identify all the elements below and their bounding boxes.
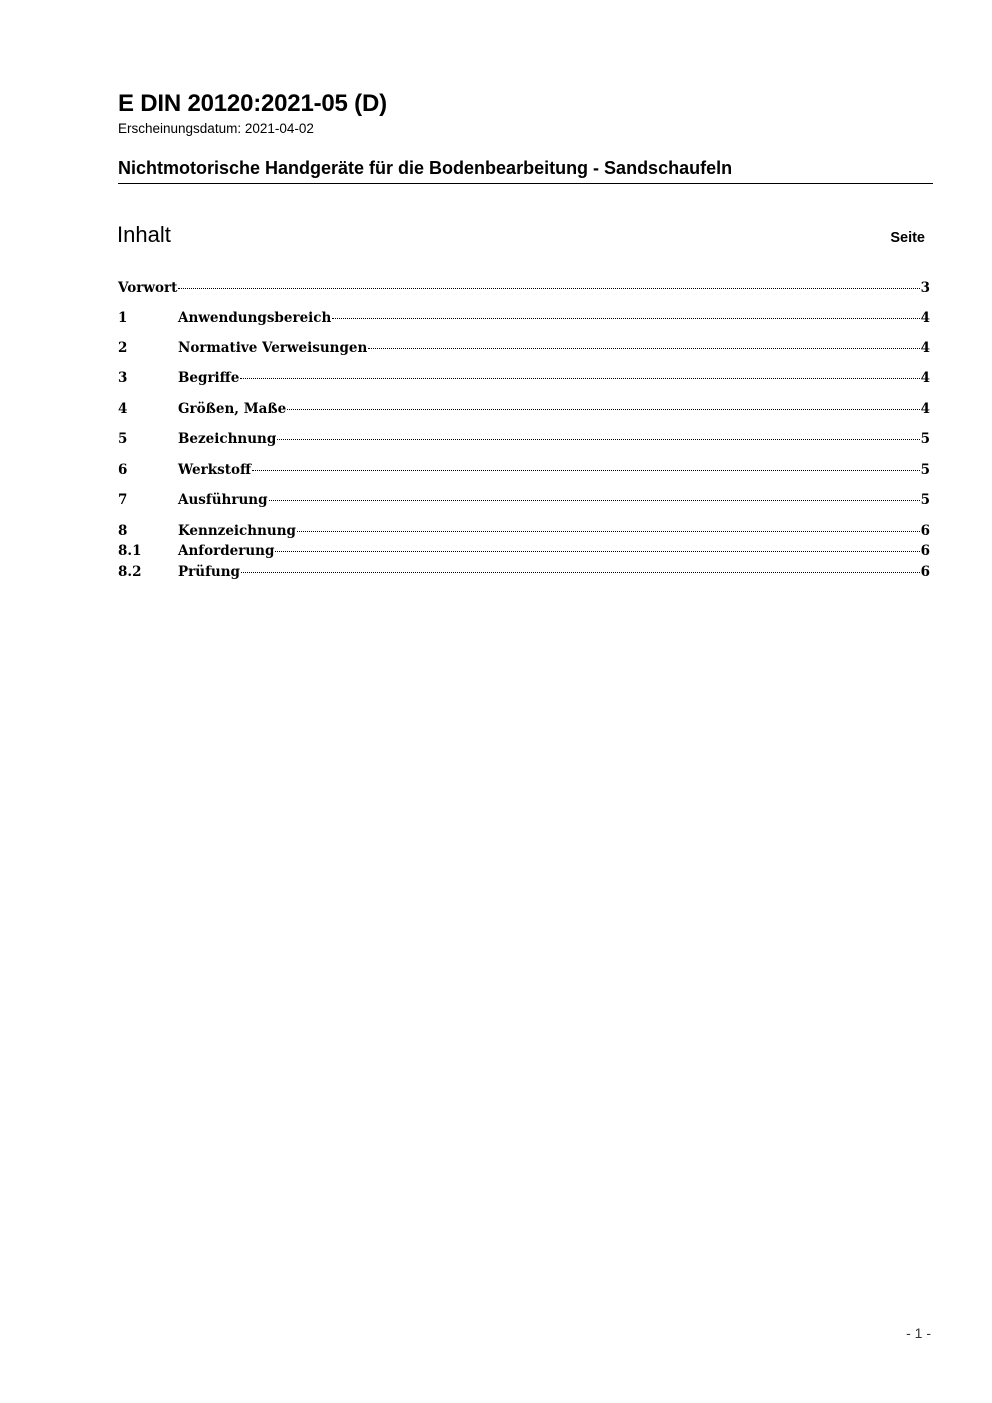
- toc-entry-page: 3: [920, 280, 930, 296]
- toc-entry-page: 4: [920, 310, 930, 326]
- document-title: Nichtmotorische Handgeräte für die Bodenbearbeitung - Sandschaufeln: [118, 158, 733, 178]
- toc-entry-page: 4: [920, 401, 930, 417]
- toc-entry-bezeichnung[interactable]: [118, 431, 930, 451]
- toc-entry-number: 8.1: [118, 543, 142, 559]
- toc-entry-number: 8.2: [118, 564, 142, 580]
- toc-heading: Inhalt: [117, 222, 171, 247]
- toc-entry-title: Ausführung: [178, 492, 268, 508]
- toc-entry-pruefung[interactable]: [118, 564, 930, 584]
- toc-entry-vorwort[interactable]: [118, 280, 930, 300]
- toc-entry-werkstoff[interactable]: [118, 462, 930, 482]
- toc-entry-anforderung[interactable]: [118, 543, 930, 563]
- toc-entry-number: 7: [118, 492, 128, 508]
- toc-entry-page: 5: [920, 431, 930, 447]
- toc-entry-ausfuehrung[interactable]: [118, 492, 930, 512]
- toc-entry-title: Vorwort: [118, 280, 178, 296]
- toc-entry-title: Anwendungsbereich: [178, 310, 332, 326]
- toc-entry-number: 5: [118, 431, 128, 447]
- toc-entry-title: Anforderung: [178, 543, 275, 559]
- document-id: E DIN 20120:2021-05 (D): [118, 90, 387, 117]
- toc-entry-page: 4: [920, 370, 930, 386]
- toc-entry-title: Prüfung: [178, 564, 240, 580]
- toc-entry-page: 5: [920, 492, 930, 508]
- toc-entry-title: Normative Verweisungen: [178, 340, 368, 356]
- toc-dot-leader: [275, 551, 919, 552]
- toc-entry-title: Kennzeichnung: [178, 523, 296, 539]
- toc-entry-page: 4: [920, 340, 930, 356]
- toc-entry-page: 5: [920, 462, 930, 478]
- toc-entry-number: 6: [118, 462, 128, 478]
- toc-entry-title: Größen, Maße: [178, 401, 287, 417]
- toc-entry-title: Begriffe: [178, 370, 240, 386]
- publication-date: Erscheinungsdatum: 2021-04-02: [118, 121, 314, 136]
- toc-entry-page: 6: [920, 523, 930, 539]
- toc-entry-page: 6: [920, 543, 930, 559]
- toc-entry-anwendungsbereich[interactable]: [118, 310, 930, 330]
- toc-entry-begriffe[interactable]: [118, 370, 930, 390]
- toc-dot-leader: [277, 439, 919, 440]
- toc-entry-page: 6: [920, 564, 930, 580]
- toc-dot-leader: [332, 318, 919, 319]
- toc-dot-leader: [368, 348, 919, 349]
- toc-dot-leader: [297, 531, 920, 532]
- toc-entry-number: 1: [118, 310, 128, 326]
- toc-entry-number: 2: [118, 340, 128, 356]
- toc-dot-leader: [178, 288, 919, 289]
- toc-entry-title: Werkstoff: [178, 462, 252, 478]
- toc-entry-kennzeichnung[interactable]: [118, 523, 930, 543]
- toc-entry-title: Bezeichnung: [178, 431, 277, 447]
- toc-dot-leader: [252, 470, 920, 471]
- page-column-label: Seite: [890, 230, 925, 246]
- toc-dot-leader: [269, 500, 920, 501]
- toc-dot-leader: [240, 378, 919, 379]
- toc-entry-groessen-masse[interactable]: [118, 401, 930, 421]
- toc-entry-number: 8: [118, 523, 128, 539]
- toc-dot-leader: [241, 572, 920, 573]
- title-divider: [118, 183, 933, 184]
- toc-entry-number: 4: [118, 401, 128, 417]
- toc-entry-normative-verweisungen[interactable]: [118, 340, 930, 360]
- page-number: - 1 -: [906, 1325, 931, 1341]
- toc-entry-number: 3: [118, 370, 128, 386]
- toc-dot-leader: [287, 409, 919, 410]
